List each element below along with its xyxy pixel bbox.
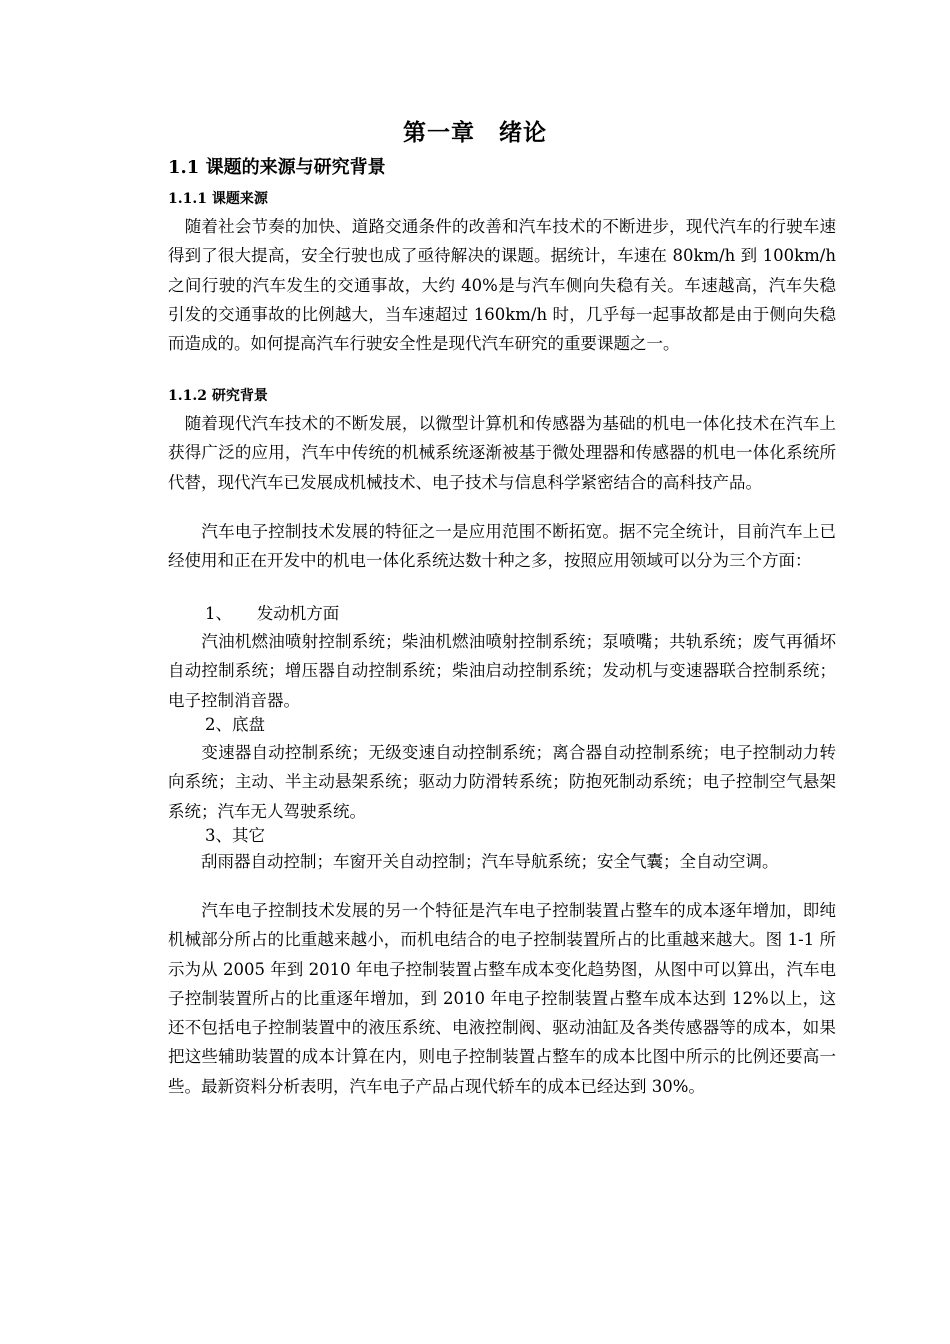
paragraph-chassis: 变速器自动控制系统；无级变速自动控制系统；离合器自动控制系统；电子控制动力转向系统；主动、半主动悬架系统；驱动力防滑转系统；防抱死制动系统；电子控制空气悬架系统；汽车无人驾驶系统。 — [168, 743, 836, 821]
paragraph-cost: 汽车电子控制技术发展的另一个特征是汽车电子控制装置占整车的成本逐年增加，即纯机械部分所占的比重越来越小，而机电结合的电子控制装置所占的比重越来越大。图 1-1 所示为从 2005 年到 2010 年电子控制装置占整车成本变化趋势图，从图中可以算出，汽车电子控制装置所占的比重逐年增加，到 2010 年电子控制装置占整车成本达到 12%以上，这还不包括电子控制装置中的液压系统、电液控制阀、驱动油缸及各类传感器等的成本，如果把这些辅助装置的成本计算在内，则电子控制装置占整车的成本比图中所示的比例还要高一些。最新资料分析表明，汽车电子产品占现代轿车的成本已经达到 30%。 — [168, 901, 836, 1096]
chapter-title: 第一章 绪论 — [403, 120, 547, 146]
section-heading-1-1: 1.1 课题的来源与研究背景 — [168, 157, 386, 178]
paragraph-background-1: 随着现代汽车技术的不断发展，以微型计算机和传感器为基础的机电一体化技术在汽车上获得广泛的应用，汽车中传统的机械系统逐渐被基于微处理器和传感器的机电一体化系统所代替，现代汽车已发展成机械技术、电子技术与信息科学紧密结合的高科技产品。 — [168, 414, 836, 492]
paragraph-other: 刮雨器自动控制；车窗开关自动控制；汽车导航系统；安全气囊；全自动空调。 — [168, 852, 779, 871]
paragraph-engine: 汽油机燃油喷射控制系统；柴油机燃油喷射控制系统；泵喷嘴；共轨系统；废气再循坏自动控制系统；增压器自动控制系统；柴油启动控制系统；发动机与变速器联合控制系统；电子控制消音器。 — [168, 632, 836, 710]
list-item-engine: 1、 发动机方面 — [205, 604, 340, 623]
section-heading-1-1-2: 1.1.2 研究背景 — [168, 388, 268, 404]
paragraph-source: 随着社会节奏的加快、道路交通条件的改善和汽车技术的不断进步，现代汽车的行驶车速得到了很大提高，安全行驶也成了亟待解决的课题。据统计，车速在 80km/h 到 100km/h 之间行驶的汽车发生的交通事故，大约 40%是与汽车侧向失稳有关。车速越高，汽车失稳引发的交通事故的比例越大，当车速超过 160km/h 时，几乎每一起事故都是由于侧向失稳而造成的。如何提高汽车行驶安全性是现代汽车研究的重要课题之一。 — [168, 217, 836, 354]
section-heading-1-1-1: 1.1.1 课题来源 — [168, 191, 268, 207]
list-item-chassis: 2、底盘 — [205, 715, 265, 734]
paragraph-background-2: 汽车电子控制技术发展的特征之一是应用范围不断拓宽。据不完全统计，目前汽车上已经使用和正在开发中的机电一体化系统达数十种之多，按照应用领域可以分为三个方面： — [168, 522, 836, 571]
list-item-other: 3、其它 — [205, 826, 265, 845]
